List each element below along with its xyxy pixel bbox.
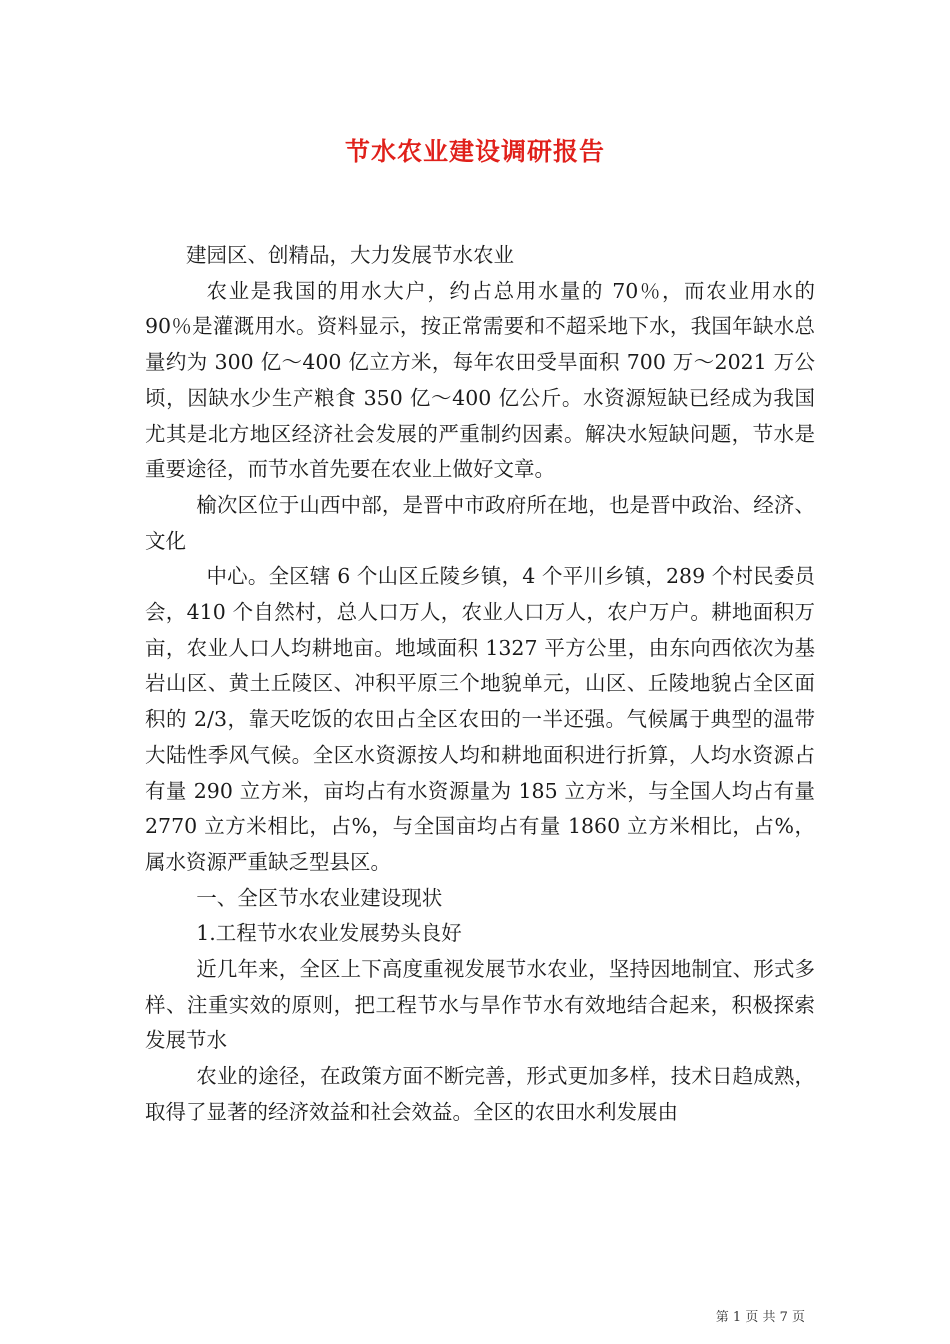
paragraph-yuci-location: 榆次区位于山西中部，是晋中市政府所在地，也是晋中政治、经济、文化 [145, 492, 815, 553]
paragraph-yuci-overview: 中心。全区辖 6 个山区丘陵乡镇，4 个平川乡镇，289 个村民委员会，410 个自然村，总人口万人，农业人口万人，农户万户。耕地面积万亩，农业人口人均耕地亩。地域面积 1327 平方公里，由东向西依次为基岩山区、黄土丘陵区、冲积平原三个地貌单元，山区、丘陵地貌占全区面积的 2/3，靠天吃饭的农田占全区农田的一半还强。气候属于典型的温带大陆性季风气候。全区水资源按人均和耕地面积进行折算，人均水资源占有量 290 立方米，亩均占有水资源量为 185 立方米，与全国人均占有量 2770 立方米相比，占%，与全国亩均占有量 1860 立方米相比，占%，属水资源严重缺乏型县区。 [145, 564, 815, 874]
paragraph-subtitle: 建园区、创精品，大力发展节水农业 [186, 243, 514, 267]
page-footer: 第 1 页 共 7 页 [715, 1310, 805, 1325]
paragraph-recent-years: 近几年来，全区上下高度重视发展节水农业，坚持因地制宜、形式多样、注重实效的原则，把工程节水与旱作节水有效地结合起来，积极探索发展节水 [145, 957, 815, 1053]
document-title: 节水农业建设调研报告 [344, 137, 605, 166]
section-heading: 一、全区节水农业建设现状 [196, 885, 443, 910]
paragraph-water-usage: 农业是我国的用水大户，约占总用水量的 70％，而农业用水的 90％是灌溉用水。资料显示，按正常需要和不超采地下水，我国年缺水总量约为 300 亿～400 亿立方米，每年农田受旱面积 700 万～2021 万公顷，因缺水少生产粮食 350 亿～400 亿公斤。水资源短缺已经成为我国尤其是北方地区经济社会发展的严重制约因素。解决水短缺问题，节水是重要途径，而节水首先要在农业上做好文章。 [145, 278, 815, 482]
subsection-heading: 1.工程节水农业发展势头良好 [196, 921, 462, 946]
paragraph-agriculture-path: 农业的途径，在政策方面不断完善，形式更加多样，技术日趋成熟，取得了显著的经济效益和社会效益。全区的农田水利发展由 [145, 1064, 815, 1124]
document-body [145, 238, 815, 1131]
